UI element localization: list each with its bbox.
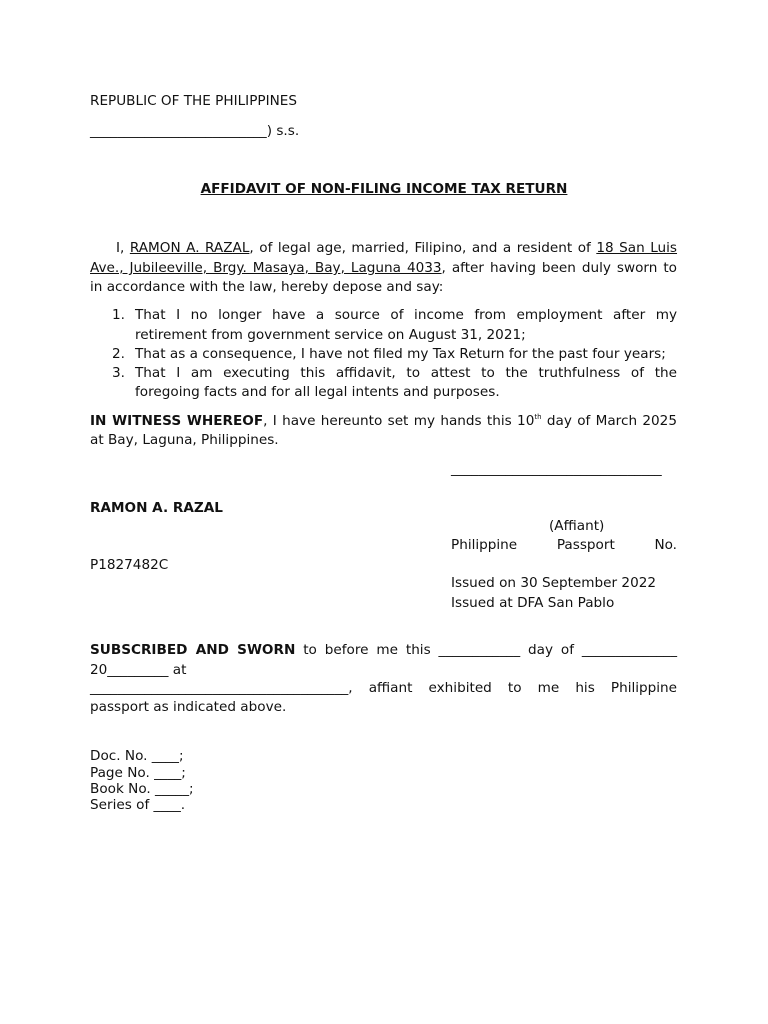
issued-on: Issued on 30 September 2022 xyxy=(451,575,657,591)
page-number: Page No. ____; xyxy=(90,765,186,781)
jurat-word: of xyxy=(560,642,574,658)
witness-bold: IN WITNESS WHEREOF xyxy=(90,413,264,429)
intro-line-2-rest: , after having been duly sworn to xyxy=(441,260,677,276)
jurat-word: to xyxy=(507,680,522,696)
doc-number: Doc. No. ____; xyxy=(90,748,184,764)
jurat-line-1 xyxy=(90,642,677,658)
passport-label xyxy=(451,537,677,553)
book-number: Book No. _____; xyxy=(90,781,194,797)
jurat-word: his xyxy=(575,680,595,696)
passport-word-2: Passport xyxy=(556,537,615,553)
jurat-word: affiant xyxy=(368,680,413,696)
jurat-word: to xyxy=(303,642,317,658)
list-item-continuation: retirement from government service on August 31, 2021; xyxy=(135,327,526,343)
ordinal-suffix: th xyxy=(534,413,542,421)
jurat-line-4: passport as indicated above. xyxy=(90,699,287,715)
jurat-word: before xyxy=(324,642,369,658)
intro-line-2 xyxy=(90,260,677,276)
item-number: 1. xyxy=(112,307,125,323)
intro-line-3: in accordance with the law, hereby depose and say: xyxy=(90,279,444,295)
month-blank: ______________ xyxy=(581,642,678,658)
jurat-bold: SUBSCRIBED AND SWORN xyxy=(90,642,296,658)
list-item: That I am executing this affidavit, to attest to the truthfulness of the xyxy=(135,365,677,381)
affiant-name: RAMON A. RAZAL xyxy=(90,500,223,516)
day-blank: ____________ xyxy=(438,642,521,658)
affiant-name-inline: RAMON A. RAZAL xyxy=(129,240,250,256)
republic-heading: REPUBLIC OF THE PHILIPPINES xyxy=(90,93,297,109)
list-item: That I no longer have a source of income from employment after my xyxy=(135,307,677,323)
signature-line: _______________________________ xyxy=(451,461,662,477)
passport-number: P1827482C xyxy=(90,557,169,573)
jurat-word: me xyxy=(537,680,560,696)
witness-line-2: at Bay, Laguna, Philippines. xyxy=(90,432,279,448)
document-title: AFFIDAVIT OF NON-FILING INCOME TAX RETURN xyxy=(200,181,568,197)
affiant-role: (Affiant) xyxy=(549,518,605,534)
item-number: 2. xyxy=(112,346,125,362)
item-number: 3. xyxy=(112,365,125,381)
witness-line-1 xyxy=(90,413,677,429)
jurat-word: day xyxy=(527,642,553,658)
passport-word-1: Philippine xyxy=(451,537,518,553)
passport-word-3: No. xyxy=(654,537,678,553)
jurat-word: exhibited xyxy=(428,680,492,696)
issued-at: Issued at DFA San Pablo xyxy=(451,595,615,611)
series-number: Series of ____. xyxy=(90,797,186,813)
address-part-2: Ave., Jubileeville, Brgy. Masaya, Bay, Laguna 4033 xyxy=(90,260,442,276)
list-item-continuation: foregoing facts and for all legal intents and purposes. xyxy=(135,384,500,400)
address-part-1: 18 San Luis xyxy=(596,240,678,256)
witness-text-1: , I have hereunto set my hands this 10 xyxy=(263,413,535,429)
list-item: That as a consequence, I have not filed my Tax Return for the past four years; xyxy=(135,346,666,362)
witness-text-2: day of March 2025 xyxy=(541,413,677,429)
jurat-word: this xyxy=(405,642,431,658)
jurat-word: me xyxy=(376,642,398,658)
jurat-line-2: 20_________ at xyxy=(90,662,187,678)
venue-line xyxy=(90,123,299,139)
venue-suffix: ) s.s. xyxy=(266,123,300,139)
jurat-line-3 xyxy=(90,680,677,696)
intro-middle: , of legal age, married, Filipino, and a resident of xyxy=(249,240,597,256)
place-blank: ______________________________________, xyxy=(90,680,353,696)
venue-blank: __________________________ xyxy=(90,123,267,139)
intro-line-1 xyxy=(116,240,677,256)
intro-prefix: I, xyxy=(116,240,130,256)
jurat-word: Philippine xyxy=(610,680,678,696)
